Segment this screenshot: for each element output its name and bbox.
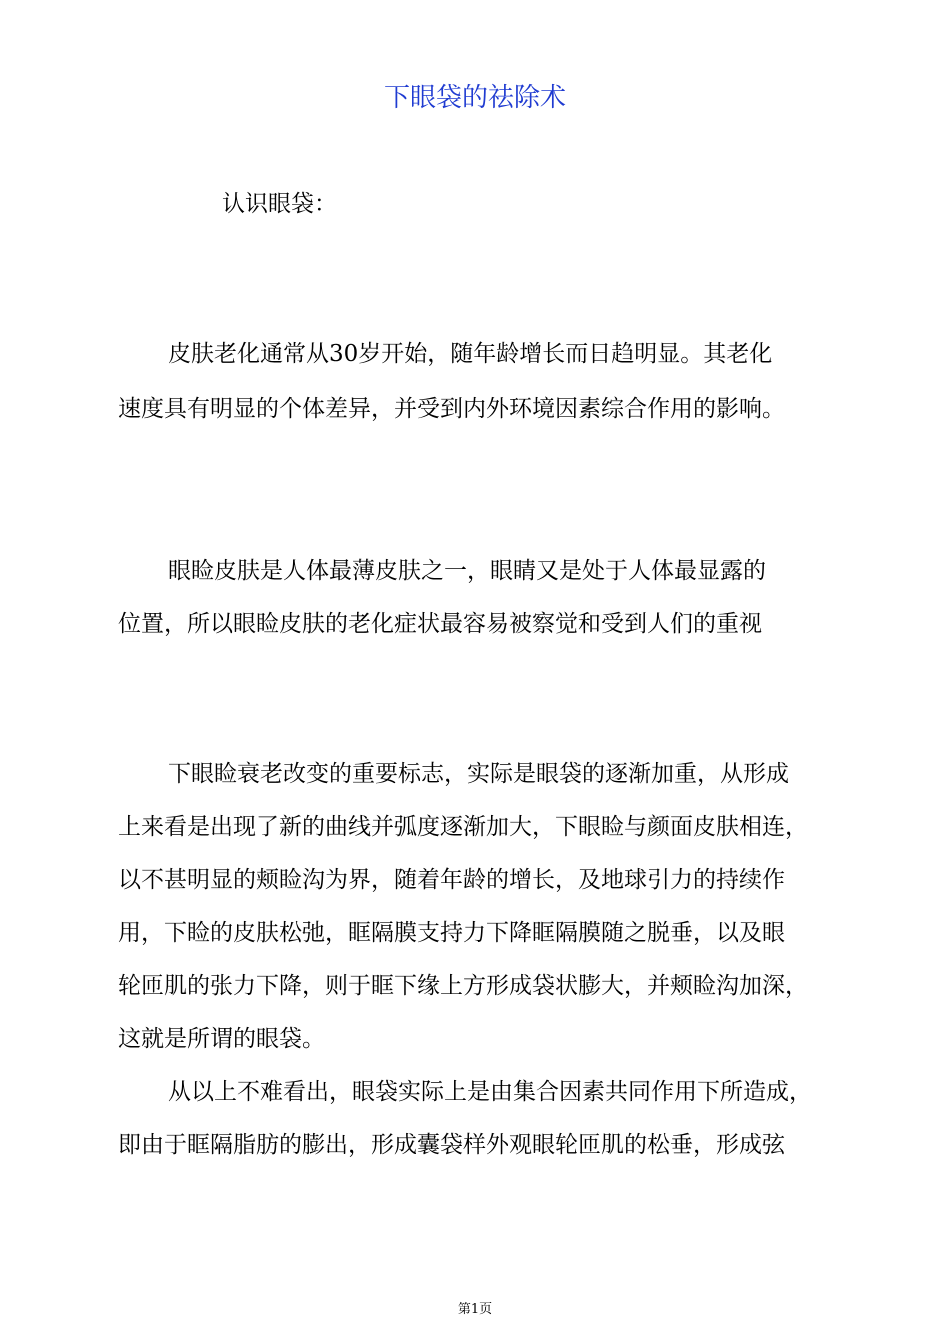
document-title: 下眼袋的祛除术 [383,83,566,113]
paragraph-line: 速度具有明显的个体差异，并受到内外环境因素综合作用的影响。 [118,396,785,422]
paragraph-line: 位置，所以眼睑皮肤的老化症状最容易被察觉和受到人们的重视 [118,611,762,637]
paragraph-line: 眼睑皮肤是人体最薄皮肤之一，眼睛又是处于人体最显露的 [168,558,766,584]
paragraph-line: 轮匝肌的张力下降，则于眶下缘上方形成袋状膨大，并颊睑沟加深， [118,973,808,999]
paragraph-line: 下眼睑衰老改变的重要标志，实际是眼袋的逐渐加重，从形成 [168,761,789,787]
paragraph-line: 用，下睑的皮肤松弛，眶隔膜支持力下降眶隔膜随之脱垂，以及眼 [118,920,785,946]
paragraph-line: 即由于眶隔脂肪的膨出，形成囊袋样外观眼轮匝肌的松垂，形成弦 [118,1132,785,1158]
page-number: 第1页 [457,1302,493,1317]
paragraph-line: 从以上不难看出，眼袋实际上是由集合因素共同作用下所造成， [168,1079,812,1105]
paragraph-line: 以不甚明显的颊睑沟为界，随着年龄的增长，及地球引力的持续作 [118,867,785,893]
paragraph-line: 皮肤老化通常从30岁开始，随年龄增长而日趋明显。其老化 [168,341,773,367]
section-heading: 认识眼袋： [222,191,337,217]
paragraph-line: 上来看是出现了新的曲线并弧度逐渐加大，下眼睑与颜面皮肤相连， [118,814,808,840]
paragraph-line: 这就是所谓的眼袋。 [118,1026,325,1052]
